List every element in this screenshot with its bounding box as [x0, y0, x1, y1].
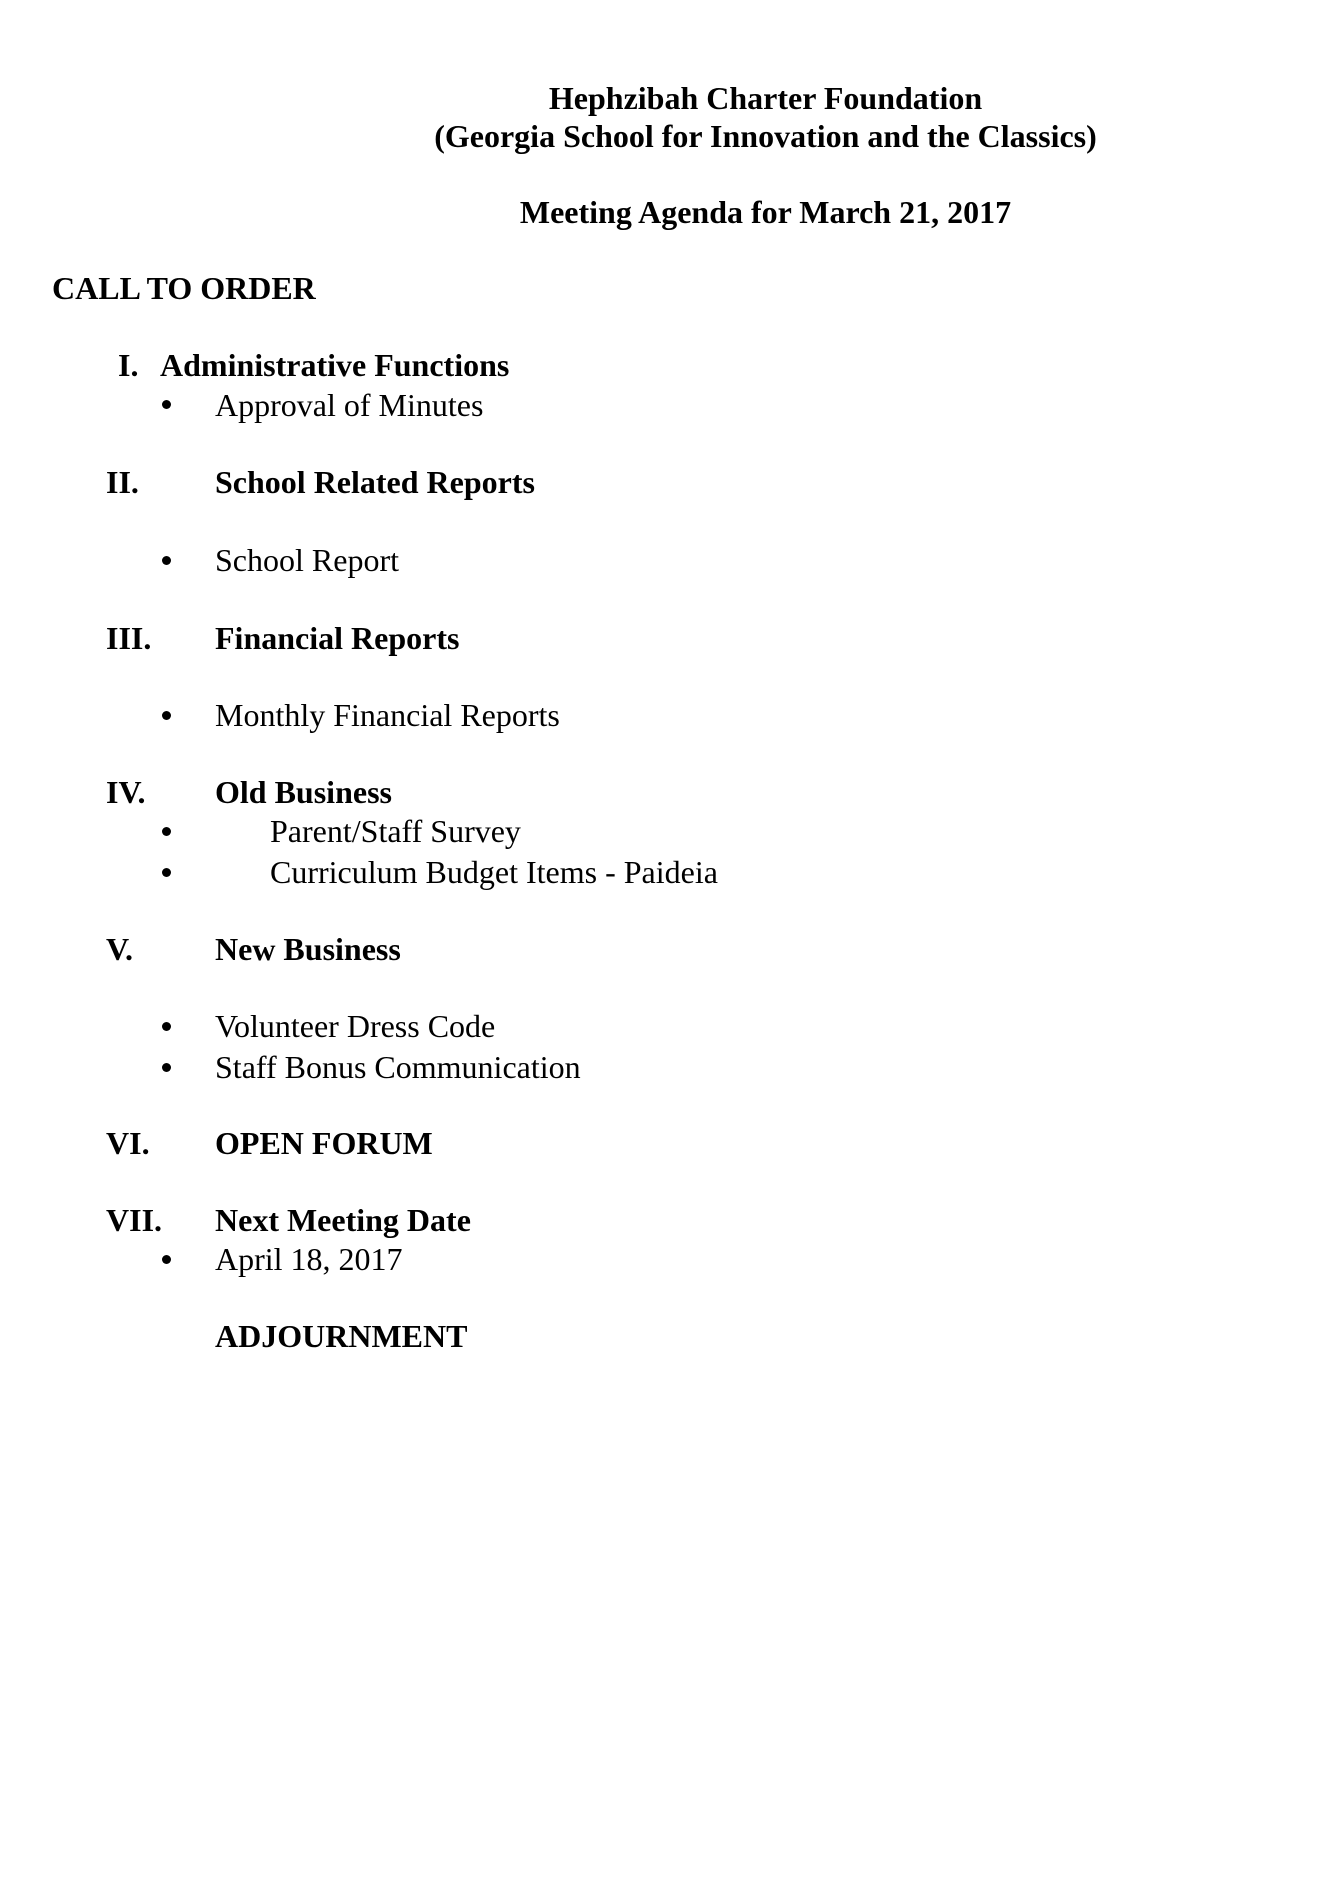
section-title-administrative-functions: Administrative Functions — [160, 347, 510, 383]
bullet-icon — [162, 1063, 171, 1072]
list-item: April 18, 2017 — [215, 1241, 403, 1277]
section-numeral: I. — [118, 347, 139, 383]
section-title-financial-reports: Financial Reports — [215, 620, 460, 656]
list-item: Staff Bonus Communication — [215, 1049, 581, 1085]
section-title-open-forum: OPEN FORUM — [215, 1125, 433, 1161]
bullet-icon — [162, 711, 171, 720]
section-title-new-business: New Business — [215, 931, 401, 967]
section-title-school-related-reports: School Related Reports — [215, 464, 535, 500]
bullet-icon — [162, 868, 171, 877]
org-name: Hephzibah Charter Foundation — [548, 80, 983, 116]
bullet-icon — [162, 1022, 171, 1031]
section-numeral: V. — [106, 931, 133, 967]
adjournment: ADJOURNMENT — [215, 1318, 468, 1354]
bullet-icon — [162, 1255, 171, 1264]
list-item: Monthly Financial Reports — [215, 697, 560, 733]
list-item: Approval of Minutes — [215, 387, 484, 423]
section-numeral: VI. — [106, 1125, 150, 1161]
bullet-icon — [162, 556, 171, 565]
section-title-old-business: Old Business — [215, 774, 392, 810]
list-item: Parent/Staff Survey — [270, 813, 521, 849]
list-item: School Report — [215, 542, 399, 578]
meeting-title: Meeting Agenda for March 21, 2017 — [519, 194, 1012, 230]
section-numeral: IV. — [106, 774, 146, 810]
section-title-next-meeting-date: Next Meeting Date — [215, 1202, 471, 1238]
list-item: Curriculum Budget Items - Paideia — [270, 854, 718, 890]
section-numeral: VII. — [106, 1202, 163, 1238]
bullet-icon — [162, 827, 171, 836]
school-name: (Georgia School for Innovation and the Classics) — [434, 118, 1097, 154]
call-to-order: CALL TO ORDER — [52, 270, 316, 306]
section-numeral: III. — [106, 620, 152, 656]
section-numeral: II. — [106, 464, 139, 500]
list-item: Volunteer Dress Code — [215, 1008, 496, 1044]
bullet-icon — [162, 400, 171, 409]
